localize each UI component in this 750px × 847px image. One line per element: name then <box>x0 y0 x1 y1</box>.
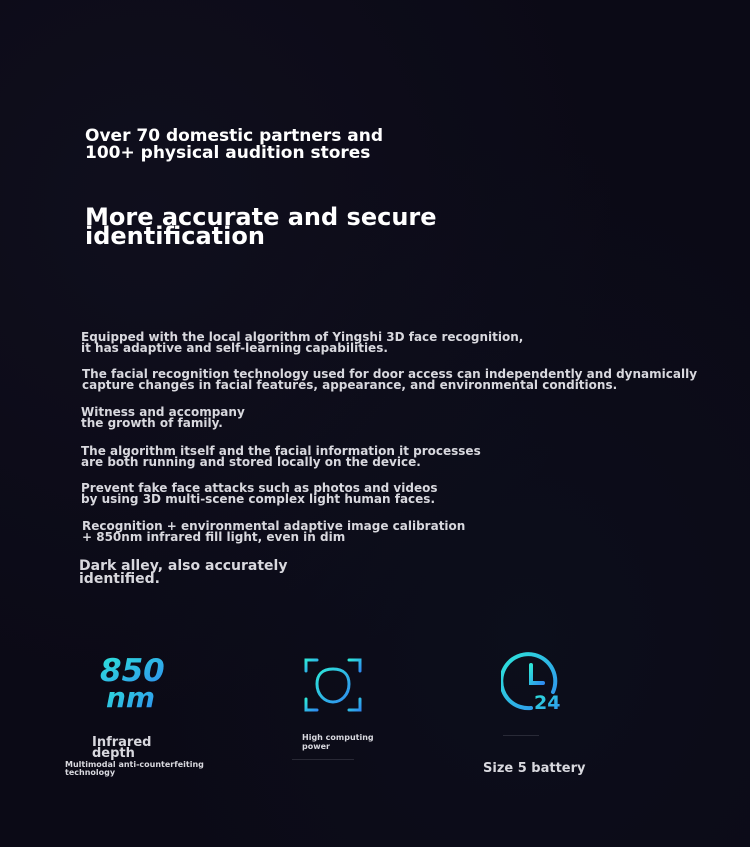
headline-partners: Over 70 domestic partners and 100+ physical audition stores <box>85 126 384 163</box>
headline-identification: More accurate and secure identification <box>85 203 437 250</box>
feature-infrared-subtitle: Multimodal anti-counterfeiting technology <box>65 760 204 777</box>
divider-line <box>292 759 354 760</box>
feature-infrared-title: Infrared depth <box>92 735 152 761</box>
clock-24-icon <box>501 652 565 714</box>
face-scan-icon <box>304 657 362 713</box>
feature-battery-title: Size 5 battery <box>483 761 586 776</box>
paragraph-anti-spoof: Prevent fake face attacks such as photos and videos by using 3D multi-scene complex light human faces. <box>81 481 438 506</box>
paragraph-local-storage: The algorithm itself and the facial information it processes are both running and stored locally on the device. <box>81 444 481 469</box>
paragraph-local-algorithm: Equipped with the local algorithm of Yingshi 3D face recognition, it has adaptive and self-learning capabilities. <box>81 330 524 355</box>
paragraph-dark-alley: Dark alley, also accurately identified. <box>79 558 288 587</box>
feature-computing-title: High computing power <box>302 733 374 751</box>
paragraph-family: Witness and accompany the growth of family. <box>81 405 245 430</box>
svg-text:850: 850 <box>100 653 165 689</box>
paragraph-infrared-fill: Recognition + environmental adaptive image calibration + 850nm infrared fill light, even in dim <box>82 519 466 544</box>
paragraph-dynamic-capture: The facial recognition technology used for door access can independently and dynamically capture changes in facial features, appearance, and environmental conditions. <box>82 367 698 392</box>
850nm-icon <box>96 652 174 712</box>
svg-text:nm: nm <box>106 681 156 712</box>
svg-text:24: 24 <box>534 692 561 714</box>
divider-line-2 <box>503 735 539 736</box>
